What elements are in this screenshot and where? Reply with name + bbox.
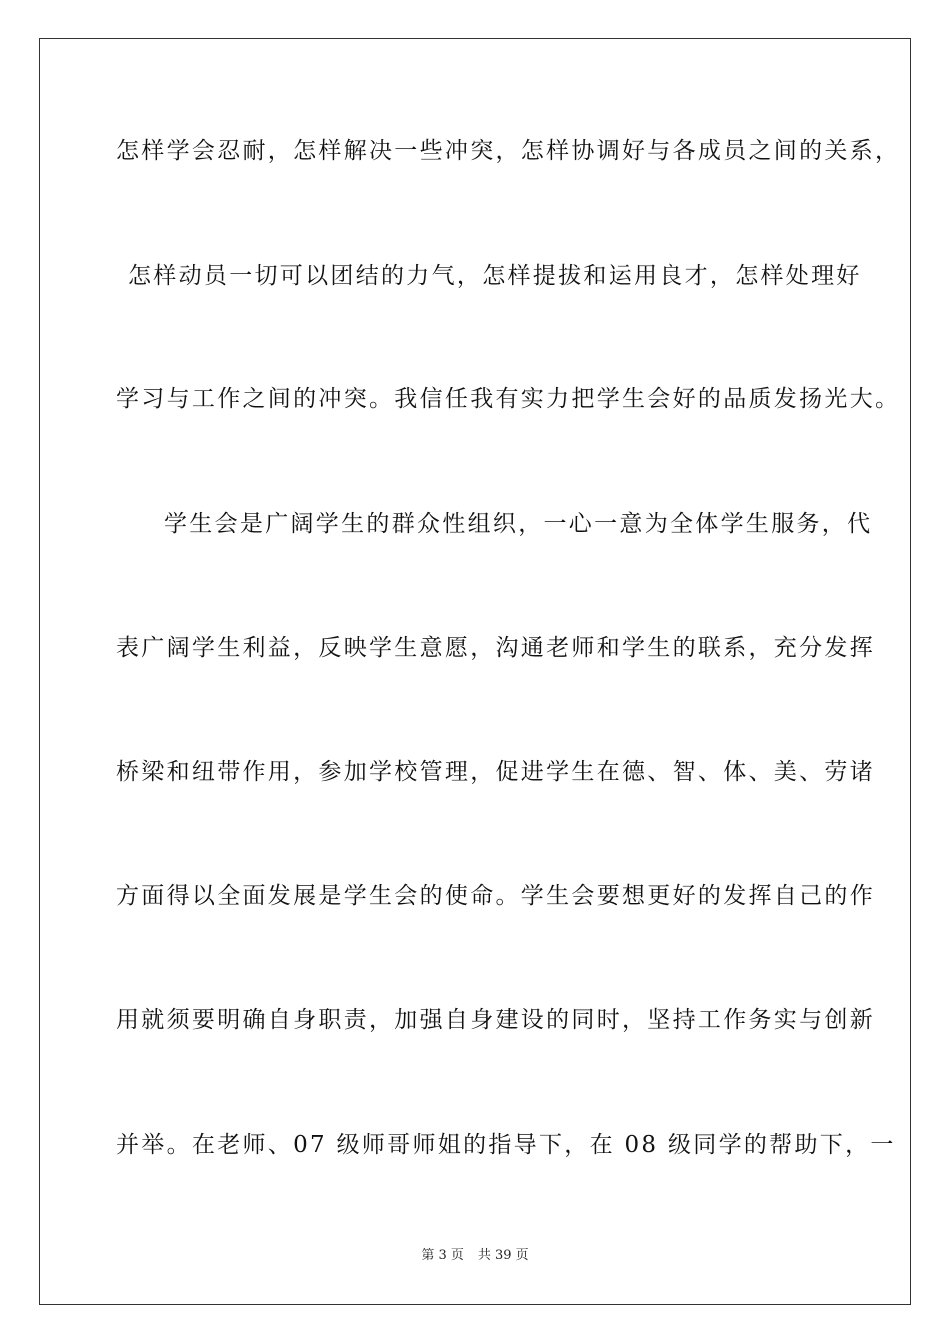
- page-footer: [0, 1247, 950, 1265]
- text-line-1: 怎样学会忍耐，怎样解决一些冲突，怎样协调好与各成员之间的关系，: [116, 138, 901, 164]
- text-line-4: 学生会是广阔学生的群众性组织，一心一意为全体学生服务，代: [164, 511, 873, 537]
- text-line-2: 怎样动员一切可以团结的力气，怎样提拔和运用良才，怎样处理好: [128, 263, 862, 289]
- text-line-3: 学习与工作之间的冲突。我信任我有实力把学生会好的品质发扬光大。: [116, 386, 901, 412]
- text-line-5: 表广阔学生利益，反映学生意愿，沟通老师和学生的联系，充分发挥: [116, 635, 875, 661]
- text-line-8: 用就须要明确自身职责，加强自身建设的同时，坚持工作务实与创新: [116, 1007, 875, 1033]
- page-number: 第 3 页: [421, 1248, 464, 1263]
- text-line-7: 方面得以全面发展是学生会的使命。学生会要想更好的发挥自己的作: [116, 883, 875, 909]
- total-pages: 共 39 页: [477, 1248, 529, 1263]
- page-frame: [39, 38, 911, 1305]
- text-line-6: 桥梁和纽带作用，参加学校管理，促进学生在德、智、体、美、劳诸: [116, 759, 875, 785]
- text-line-9: 并举。在老师、07 级师哥师姐的指导下，在 08 级同学的帮助下，一: [116, 1132, 896, 1158]
